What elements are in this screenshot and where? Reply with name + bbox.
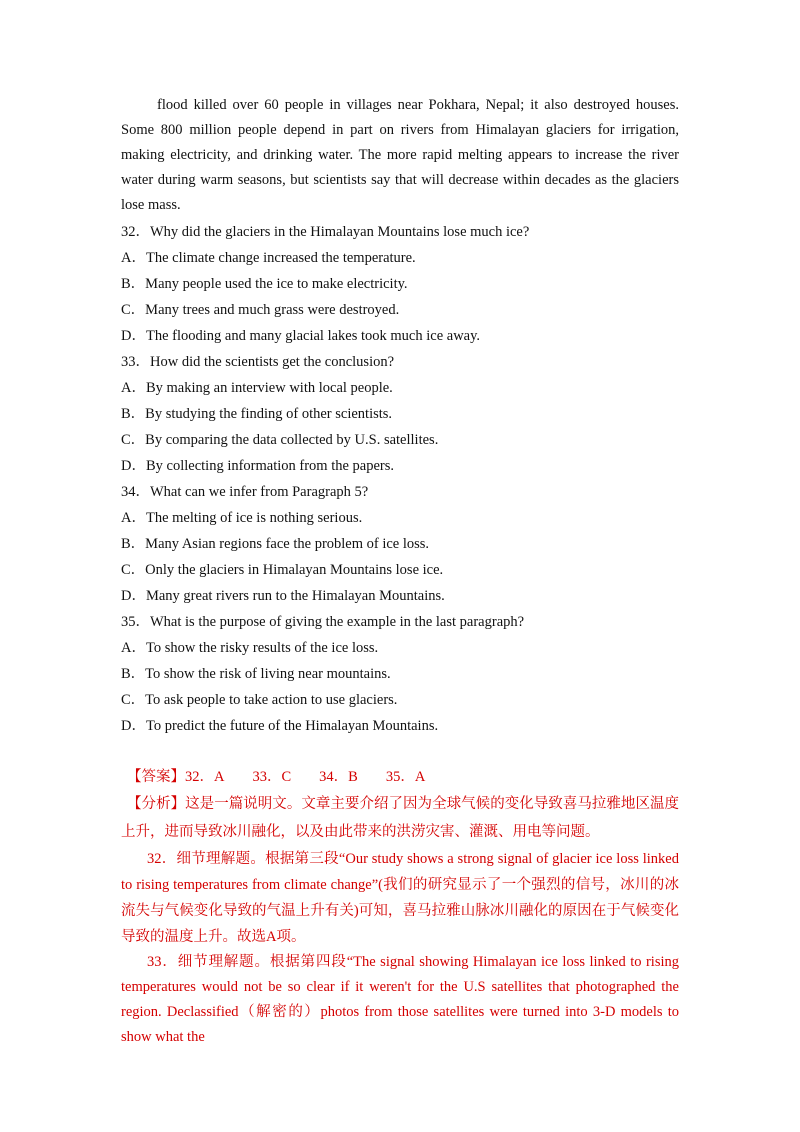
option-d: D．To predict the future of the Himalayan Mountains. — [121, 718, 439, 734]
answer-label: 【答案】 — [127, 769, 185, 785]
answer-32: 32．A — [185, 769, 225, 785]
option-a: A．To show the risky results of the ice loss. — [121, 640, 379, 656]
question-35 — [121, 609, 679, 739]
option-c: C．Only the glaciers in Himalayan Mountains lose ice. — [121, 562, 444, 578]
analysis-label: 【分析】 — [127, 796, 186, 812]
analysis-q33 — [121, 950, 679, 1050]
analysis-intro — [121, 790, 679, 846]
question-32 — [121, 219, 679, 349]
question-34 — [121, 479, 679, 609]
answer-34: 34．B — [319, 769, 358, 785]
question-stem: 35．What is the purpose of giving the example in the last paragraph? — [121, 614, 525, 630]
passage-paragraph — [121, 93, 679, 218]
option-d: D．By collecting information from the papers. — [121, 458, 395, 474]
option-b: B．Many Asian regions face the problem of ice loss. — [121, 536, 430, 552]
option-a: A．The melting of ice is nothing serious. — [121, 510, 363, 526]
option-b: B．To show the risk of living near mountains. — [121, 666, 391, 682]
answer-key — [121, 764, 679, 790]
option-d: D．Many great rivers run to the Himalayan Mountains. — [121, 588, 445, 604]
option-b: B．Many people used the ice to make electricity. — [121, 276, 408, 292]
answer-33: 33．C — [252, 769, 292, 785]
answer-35: 35．A — [385, 769, 426, 785]
question-stem: 33．How did the scientists get the conclusion? — [121, 354, 395, 370]
question-33 — [121, 349, 679, 479]
option-a: A．By making an interview with local people. — [121, 380, 393, 396]
analysis-intro-text: 这是一篇说明文。文章主要介绍了因为全球气候的变化导致喜马拉雅地区温度上升，进而导致冰川融化，以及由此带来的洪涝灾害、灌溉、用电等问题。 — [121, 796, 680, 840]
analysis-q33-text: 33．细节理解题。根据第四段“The signal showing Himalayan ice loss linked to rising temperatures would not be so clear if it weren't for the U.S satellites that photographed the region. Declassified（解密的）photos from those satellites were turned into 3-D models to show what the — [121, 954, 679, 1045]
option-c: C．Many trees and much grass were destroyed. — [121, 302, 400, 318]
passage-text: flood killed over 60 people in villages near Pokhara, Nepal; it also destroyed houses. Some 800 million people depend in part on rivers from Himalayan glaciers for irrigation, making electricity, and drinking water. The more rapid melting appears to increase the river water during warm seasons, but scientists say that will decrease within decades as the glaciers lose mass. — [121, 97, 679, 213]
analysis-q32 — [121, 846, 679, 950]
question-stem: 34．What can we infer from Paragraph 5? — [121, 484, 369, 500]
option-c: C．By comparing the data collected by U.S. satellites. — [121, 432, 439, 448]
option-c: C．To ask people to take action to use glaciers. — [121, 692, 398, 708]
analysis-q32-text: 32．细节理解题。根据第三段“Our study shows a strong signal of glacier ice loss linked to rising temperatures from climate change”(我们的研究显示了一个强烈的信号，冰川的冰流失与气候变化导致的气温上升有关)可知，喜马拉雅山脉冰川融化的原因在于气候变化导致的温度上升。故选A项。 — [121, 851, 679, 945]
document-page — [121, 93, 679, 1050]
question-stem: 32．Why did the glaciers in the Himalayan Mountains lose much ice? — [121, 224, 530, 240]
option-a: A．The climate change increased the temperature. — [121, 250, 416, 266]
option-d: D．The flooding and many glacial lakes took much ice away. — [121, 328, 481, 344]
option-b: B．By studying the finding of other scientists. — [121, 406, 393, 422]
